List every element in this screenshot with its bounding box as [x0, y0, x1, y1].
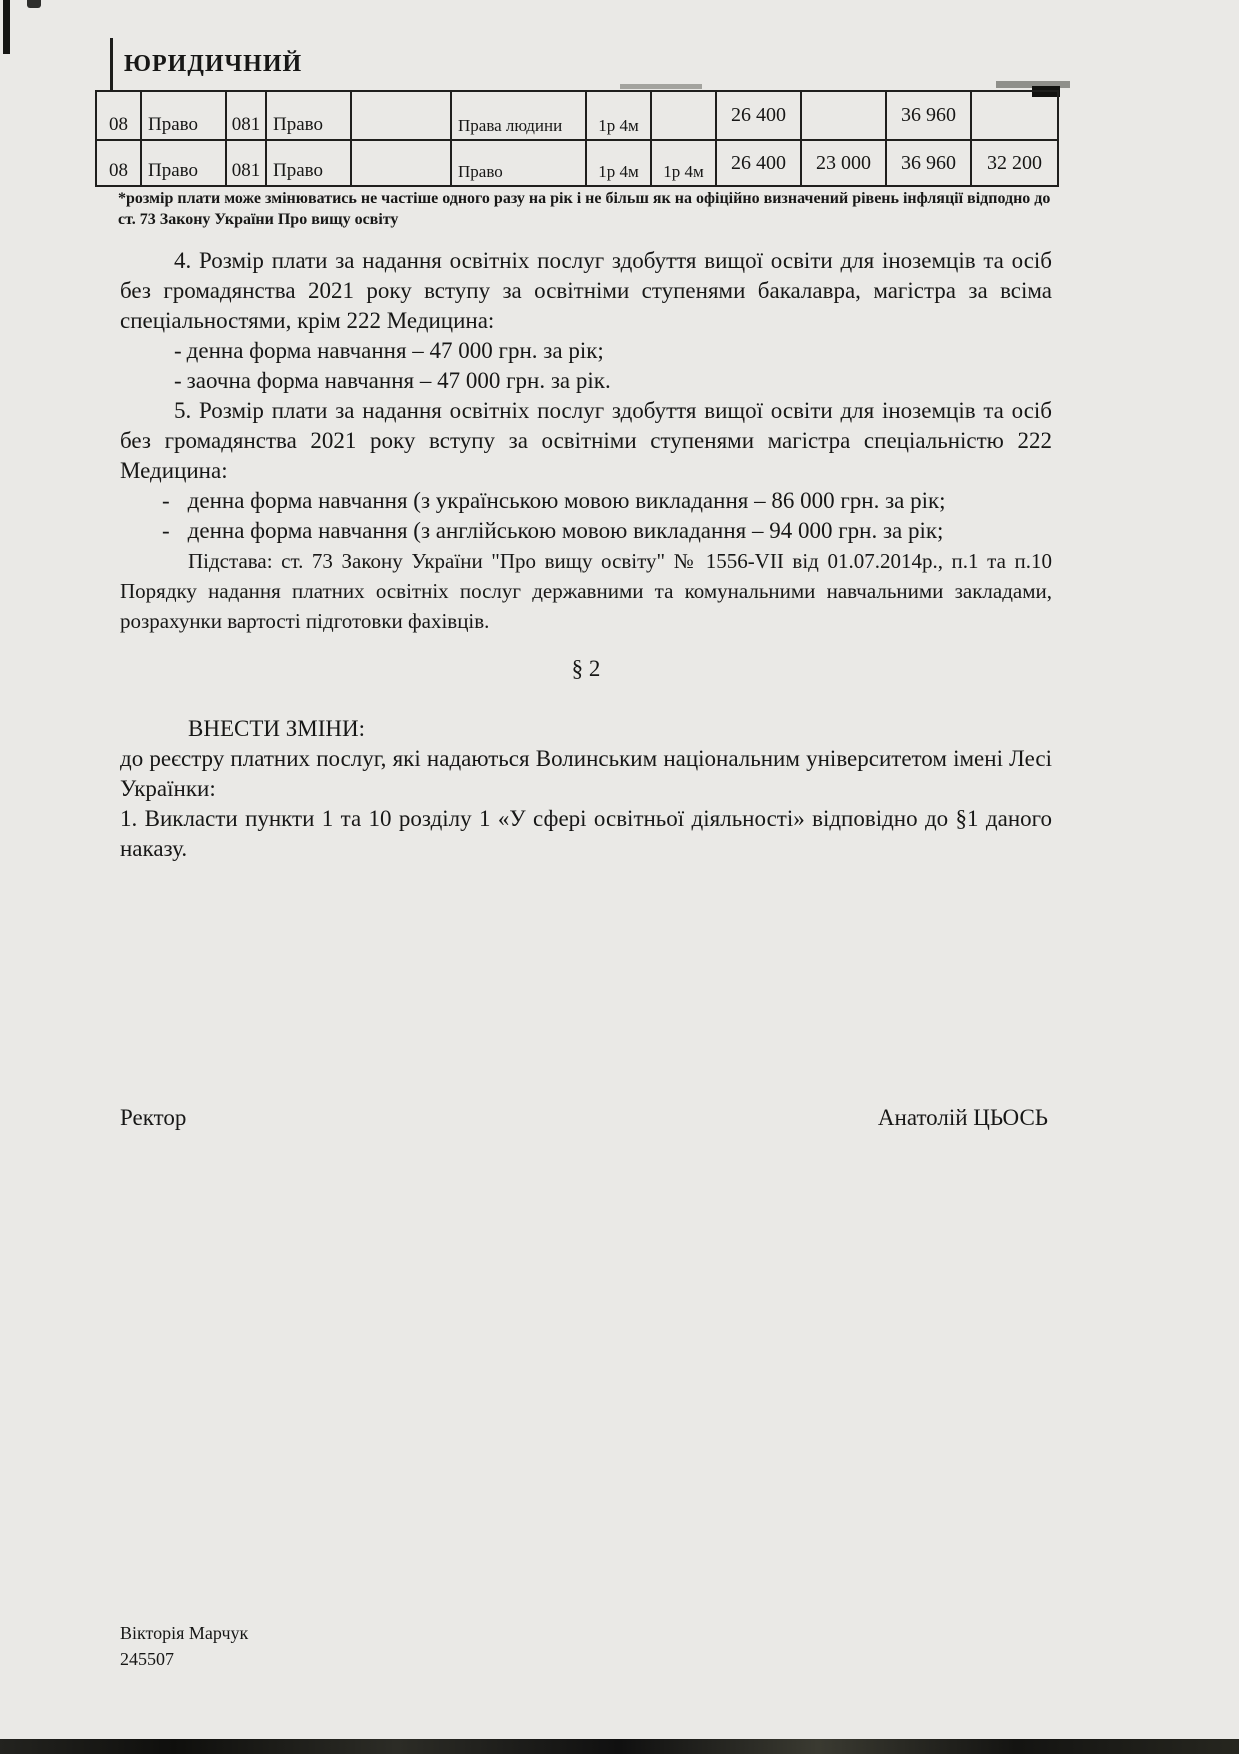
fee-item	[162, 516, 1052, 546]
fee-item-text: денна форма навчання (з англійською мовою викладання – 94 000 грн. за рік;	[187, 518, 944, 543]
table-cell: 32 200	[971, 140, 1058, 186]
table-row	[96, 140, 1058, 186]
table-cell: Право	[266, 91, 351, 140]
table-cell: 1р 4м	[651, 140, 716, 186]
table-cell: 1р 4м	[586, 140, 651, 186]
scan-artifact-bottom-band	[0, 1739, 1239, 1754]
department-header	[110, 38, 302, 90]
table-cell: 1р 4м	[586, 91, 651, 140]
table-cell	[351, 91, 451, 140]
amendments-intro-paragraph: до реєстру платних послуг, які надаються Волинським національним університетом імені Лесі Українки:	[120, 746, 1052, 801]
list-dash: -	[162, 488, 170, 513]
table-cell: Право	[141, 91, 226, 140]
table-footnote: *розмір плати може змінюватись не частіше одного разу на рік і не більш як на офіційно визначений рівень інфляції відподно до ст. 73 Закону України Про вищу освіту	[118, 190, 1051, 228]
table-cell	[801, 91, 886, 140]
table-cell: 26 400	[716, 91, 801, 140]
scan-artifact-edge-bar	[3, 0, 10, 54]
fee-item	[174, 366, 1052, 396]
fee-list-medicine	[120, 486, 1052, 546]
table-cell: Право	[266, 140, 351, 186]
legal-basis-paragraph: Підстава: ст. 73 Закону України "Про вищу освіту" № 1556-VII від 01.07.2014р., п.1 та п.10 Порядку надання платних освітніх послуг державними та комунальними навчальними закладами, розрахунки вартості підготовки фахівців.	[120, 549, 1052, 633]
table-cell: 23 000	[801, 140, 886, 186]
table-row	[96, 91, 1058, 140]
executor-phone: 245507	[120, 1649, 174, 1669]
table-cell: 36 960	[886, 140, 971, 186]
executor-name: Вікторія Марчук	[120, 1623, 249, 1643]
paragraph-4: 4. Розмір плати за надання освітніх послуг здобуття вищої освіти для іноземців та осіб без громадянства 2021 року вступу за освітніми ступенями бакалавра, магістра за всіма спеціальностями, крім 222 Медицина:	[120, 248, 1052, 333]
table-cell	[651, 91, 716, 140]
rector-name: Анатолій ЦЬОСЬ	[877, 1105, 1048, 1130]
fee-item-text: заочна форма навчання – 47 000 грн. за рік.	[186, 368, 611, 393]
table-cell: Право	[451, 140, 586, 186]
list-dash: -	[162, 518, 170, 543]
table-cell: 36 960	[886, 91, 971, 140]
table-cell: Права людини	[451, 91, 586, 140]
table-cell	[351, 140, 451, 186]
list-dash: -	[174, 368, 182, 393]
table-cell: 081	[226, 91, 266, 140]
fee-item-text: денна форма навчання – 47 000 грн. за рік;	[186, 338, 604, 363]
table-cell: Право	[141, 140, 226, 186]
executor-block	[120, 1620, 248, 1672]
table-cell: 08	[96, 91, 141, 140]
list-dash: -	[174, 338, 182, 363]
scan-artifact-cropped-row-mark	[620, 84, 702, 89]
table-cell: 081	[226, 140, 266, 186]
signature-row	[120, 1105, 1048, 1131]
tuition-table	[95, 90, 1059, 187]
rector-label: Ректор	[120, 1105, 187, 1130]
fee-item	[174, 336, 1052, 366]
table-cell: 08	[96, 140, 141, 186]
paragraph-5: 5. Розмір плати за надання освітніх послуг здобуття вищої освіти для іноземців та осіб без громадянства 2021 року вступу за освітніми ступенями магістра спеціальністю 222 Медицина:	[120, 398, 1052, 483]
amendment-item-paragraph: 1. Викласти пункти 1 та 10 розділу 1 «У сфері освітньої діяльності» відповідно до §1 даного наказу.	[120, 806, 1052, 861]
table-cell	[971, 91, 1058, 140]
department-title: ЮРИДИЧНИЙ	[124, 50, 303, 77]
fee-list-general	[120, 336, 1052, 396]
section-2-mark: § 2	[571, 656, 601, 681]
table-cell: 26 400	[716, 140, 801, 186]
fee-item-text: денна форма навчання (з українською мовою викладання – 86 000 грн. за рік;	[187, 488, 946, 513]
document-body	[120, 246, 1052, 864]
amendments-heading: ВНЕСТИ ЗМІНИ:	[188, 716, 365, 741]
fee-item	[162, 486, 1052, 516]
scan-artifact-blob	[27, 0, 41, 8]
